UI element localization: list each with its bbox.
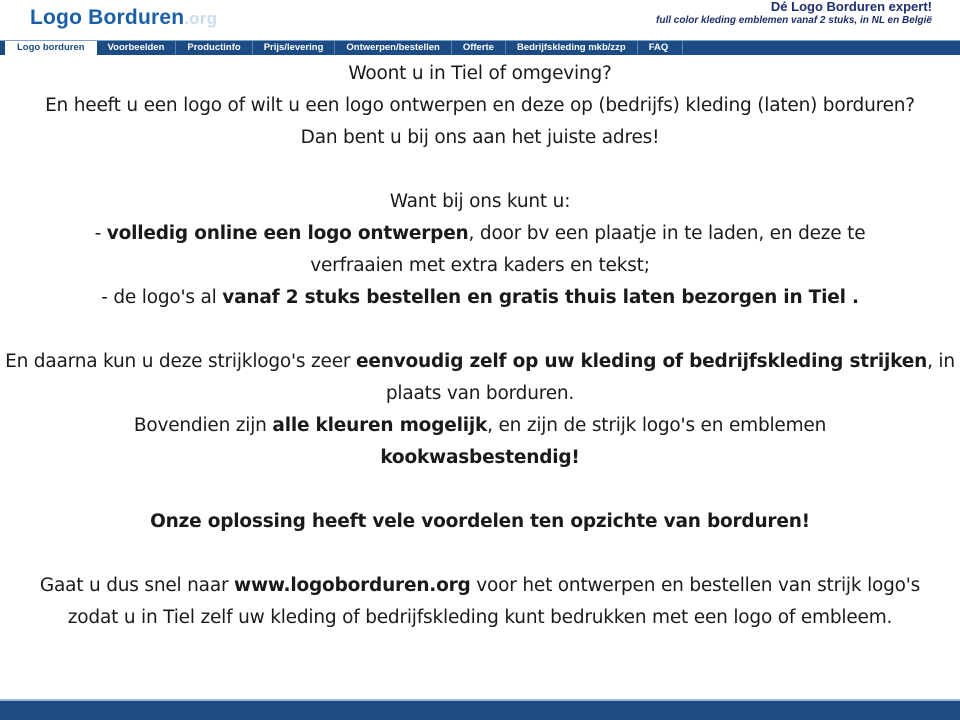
iron-bold: eenvoudig zelf op uw kleding of bedrijfskleding strijken [356,351,928,372]
nav-tab-ontwerpen-bestellen[interactable]: Ontwerpen/bestellen [335,41,451,55]
iron-paragraph [0,346,960,410]
cta-paragraph [0,570,960,634]
spacer [0,314,960,346]
nav-tab-faq[interactable]: FAQ [638,41,684,55]
solution-bold: Onze oplossing heeft vele voordelen ten opzichte van borduren! [150,511,810,532]
bullet-order-prefix: - de logo's al [101,287,223,308]
header-tagline [656,0,932,28]
cta-suffix: voor het ontwerpen en bestellen van strijk logo's zodat u in Tiel zelf uw kleding of bedrijfskleding kunt bedrukken met een logo of embleem. [67,575,921,628]
main-content [0,58,960,634]
bullet-order [0,282,960,314]
website-link[interactable]: www.logoborduren.org [234,575,471,596]
nav-tab-voorbeelden[interactable]: Voorbeelden [97,41,177,55]
iron-prefix: En daarna kun u deze strijklogo's zeer [5,351,356,372]
site-header [0,0,960,40]
colors-prefix: Bovendien zijn [133,415,273,436]
bullet-order-bold: vanaf 2 stuks bestellen en gratis thuis laten bezorgen in Tiel . [222,287,859,308]
bullet-design-bold: volledig online een logo ontwerpen [106,223,469,244]
want-heading: Want bij ons kunt u: [389,191,571,212]
bullet-design-prefix: - [94,223,107,244]
cta-prefix: Gaat u dus snel naar [39,575,235,596]
colors-mid: , en zijn de strijk logo's en emblemen [487,415,827,436]
bullet-design [0,218,960,282]
nav-tab-offerte[interactable]: Offerte [452,41,506,55]
iron-suffix: , in plaats van borduren. [385,351,955,404]
intro-logo-question: En heeft u een logo of wilt u een logo ontwerpen en deze op (bedrijfs) kleding (laten) borduren? [45,95,915,116]
bullet-design-text: , door bv een plaatje in te laden, en deze te verfraaien met extra kaders en tekst; [310,223,866,276]
site-logo[interactable] [30,6,217,30]
colors-paragraph [0,410,960,474]
intro-question: Woont u in Tiel of omgeving? [348,63,612,84]
main-nav [0,40,960,55]
header-headline: Dé Logo Borduren expert! [770,0,932,14]
footer-bar [0,699,960,720]
nav-tab-prijs-levering[interactable]: Prijs/levering [253,41,336,55]
spacer [0,474,960,506]
nav-tab-productinfo[interactable]: Productinfo [176,41,252,55]
spacer [0,154,960,186]
spacer [0,538,960,570]
logo-text: Logo Borduren [30,6,185,29]
intro-address: Dan bent u bij ons aan het juiste adres! [300,127,660,148]
nav-tab-bedrijfskleding[interactable]: Bedrijfskleding mkb/zzp [506,41,638,55]
solution-statement [0,506,960,538]
washproof-bold: kookwasbestendig! [380,447,580,468]
nav-tab-logo-borduren[interactable]: Logo borduren [5,41,97,55]
colors-bold: alle kleuren mogelijk [272,415,488,436]
header-subline: full color kleding emblemen vanaf 2 stuks, in NL en België [656,15,932,26]
logo-suffix: .org [184,9,218,28]
